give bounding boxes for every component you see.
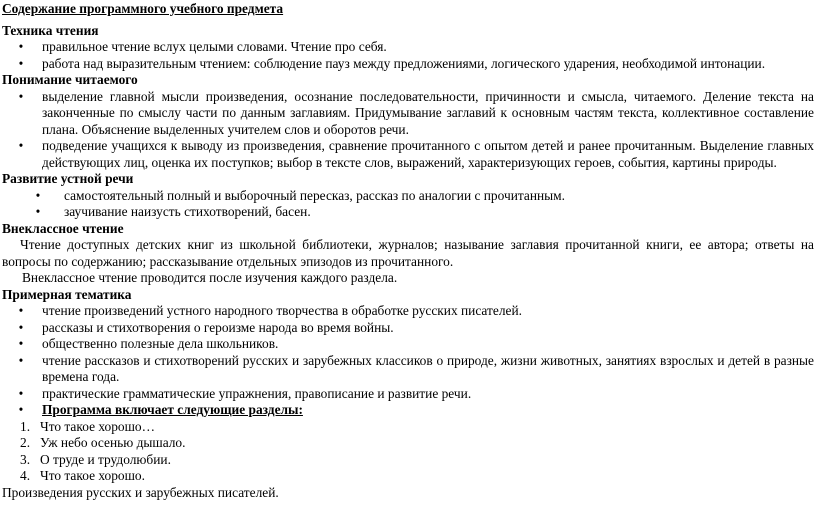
list-item: • работа над выразительным чтением: соблюдение пауз между предложениями, логического ударения, необходимой интонации. [2, 56, 814, 73]
list-item: • практические грамматические упражнения, правописание и развитие речи. [2, 386, 814, 403]
footer-text: Произведения русских и зарубежных писателей. [2, 484, 279, 500]
bullet-icon: • [18, 402, 24, 417]
heading-understanding: Понимание читаемого [2, 72, 138, 87]
bullet-icon: • [18, 385, 24, 401]
heading-technique: Техника чтения [2, 22, 99, 38]
list-item: • самостоятельный полный и выборочный пересказ, рассказ по аналогии с прочитанным. [2, 188, 814, 205]
program-sections-label: Программа включает следующие разделы: [42, 402, 303, 417]
bullet-icon: • [18, 336, 24, 351]
document-title: Содержание программного учебного предмета [2, 1, 284, 16]
list-understanding [2, 89, 814, 172]
bullet-icon: • [18, 138, 24, 153]
list-item: 1. Что такое хорошо… [20, 418, 156, 434]
list-item: • чтение рассказов и стихотворений русских и зарубежных классиков о природе, жизни животных, занятиях взрослых и детей в разные времена года. [2, 353, 814, 386]
list-item: • подведение учащихся к выводу из произведения, сравнение прочитанного с опытом детей и ранее прочитанным. Выделение главных действующих лиц, оценка их поступков; выбор в тексте слов, выражений, характеризующих героев, события, картины природы. [2, 138, 814, 171]
bullet-icon: • [18, 55, 24, 71]
document-page [2, 0, 814, 501]
list-item: • выделение главной мысли произведения, осознание последовательности, причинности и смысла, читаемого. Деление текста на законченные по смыслу части по данным заглавиям. Придумывание заглавий к основным частям текста, коллективное составление плана. Объяснение выделенных учителем слов и оборотов речи. [2, 89, 814, 139]
heading-speech: Развитие устной речи [2, 171, 134, 186]
heading-extra-reading: Внеклассное чтение [2, 220, 124, 236]
bullet-icon: • [35, 187, 41, 203]
bullet-icon: • [18, 319, 24, 335]
list-speech [2, 188, 814, 221]
program-sections-list [2, 419, 814, 485]
list-technique [2, 39, 814, 72]
list-item: • рассказы и стихотворения о героизме народа во время войны. [2, 320, 814, 337]
bullet-icon: • [18, 39, 24, 54]
heading-themes: Примерная тематика [2, 286, 132, 302]
bullet-icon: • [18, 88, 24, 104]
list-item: • правильное чтение вслух целыми словами. Чтение про себя. [2, 39, 814, 56]
paragraph-extra-reading-note: Внеклассное чтение проводится после изучения каждого раздела. [22, 270, 398, 285]
list-item: • чтение произведений устного народного творчества в обработке русских писателей. [2, 303, 814, 320]
list-item [2, 402, 814, 419]
list-item: 2. Уж небо осенью дышало. [20, 435, 186, 450]
bullet-icon: • [35, 204, 41, 219]
list-item: • общественно полезные дела школьников. [2, 336, 814, 353]
list-item: 3. О труде и трудолюбии. [20, 451, 171, 467]
list-item: 4. Что такое хорошо. [20, 468, 145, 483]
paragraph-extra-reading: Чтение доступных детских книг из школьной библиотеки, журналов; называние заглавия прочитанной книги, ее автора; ответы на вопросы по содержанию; рассказывание отдельных эпизодов из прочитанного. [2, 237, 814, 269]
list-item: • заучивание наизусть стихотворений, басен. [2, 204, 814, 221]
bullet-icon: • [18, 303, 24, 318]
bullet-icon: • [18, 352, 24, 368]
list-themes [2, 303, 814, 419]
